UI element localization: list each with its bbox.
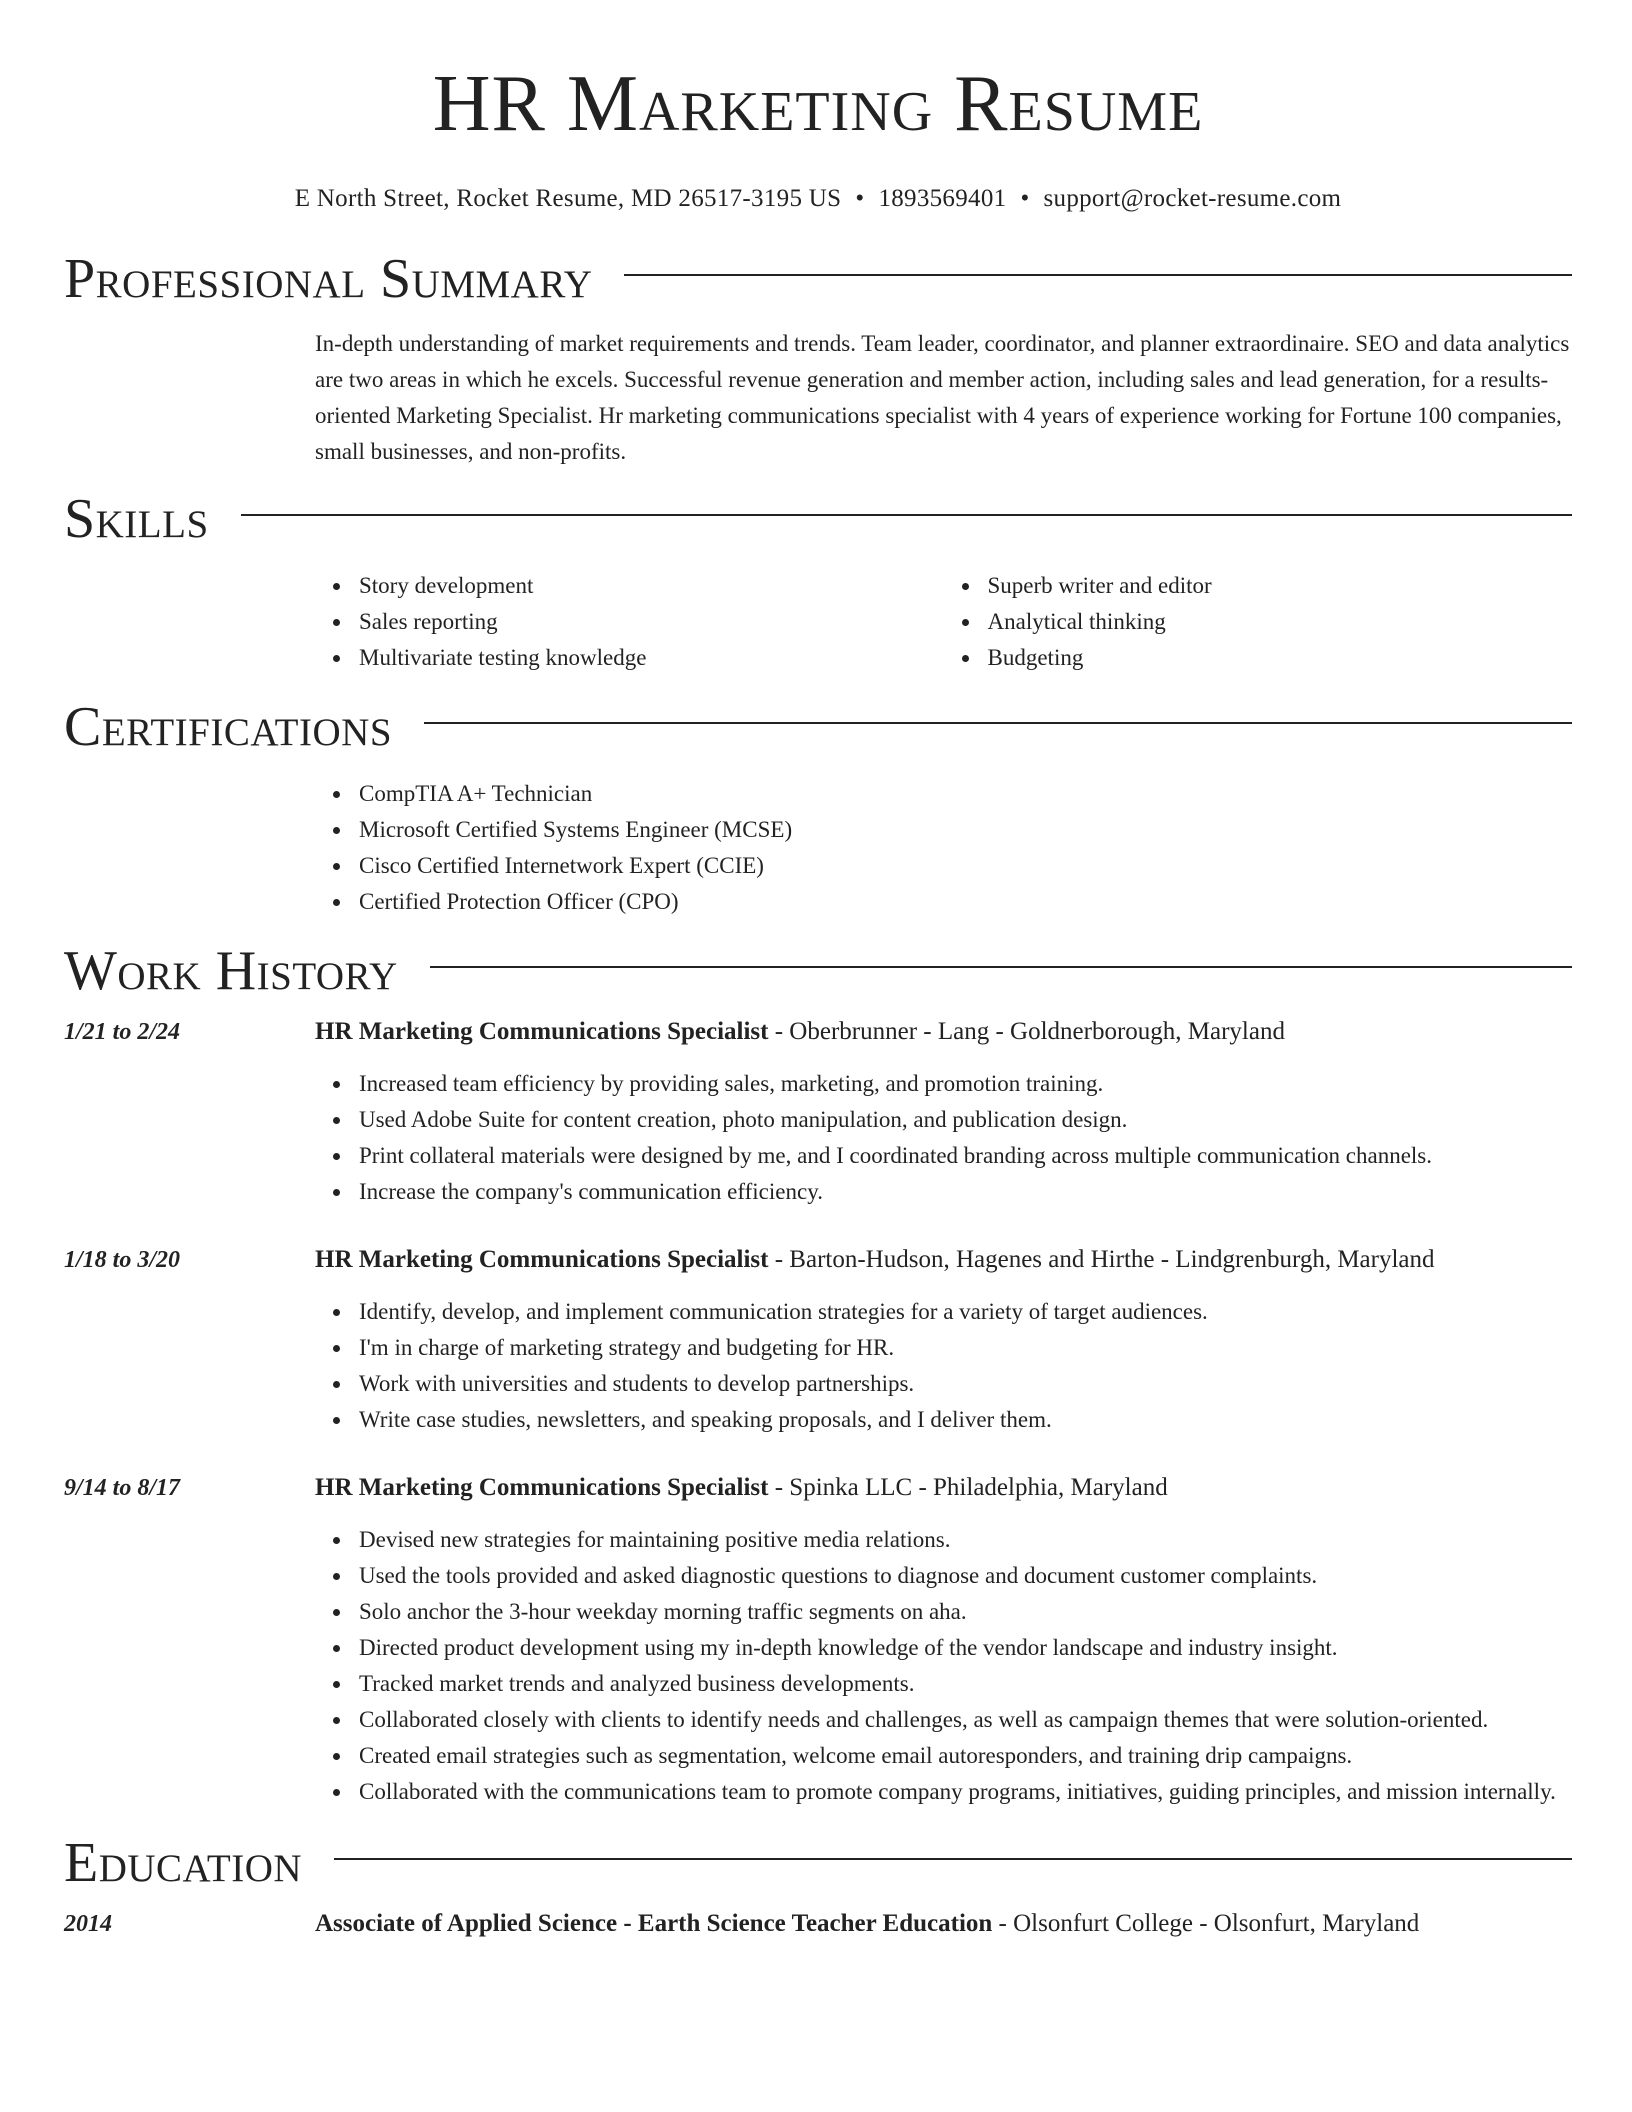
job-title-line (315, 1014, 1572, 1050)
section-header (64, 938, 1572, 1004)
skills-grid (315, 568, 1572, 676)
education-year: 2014 (64, 1911, 112, 1937)
section-title-work-history: Work History (64, 940, 398, 1002)
section-title-certifications: Certifications (64, 696, 393, 758)
section-education (64, 1830, 1572, 1942)
section-divider (424, 722, 1572, 724)
section-title-education: Education (64, 1832, 303, 1894)
certification-item: Cisco Certified Internetwork Expert (CCIE) (359, 848, 1572, 884)
contact-line (64, 184, 1572, 214)
section-work-history (64, 938, 1572, 1810)
job-bullet: Created email strategies such as segmentation, welcome email autoresponders, and training drip campaigns. (359, 1738, 1572, 1774)
job-bullets (315, 1522, 1572, 1810)
section-skills (64, 486, 1572, 676)
job-title-line (315, 1242, 1572, 1278)
summary-body (315, 326, 1572, 470)
section-certifications (64, 694, 1572, 920)
section-header (64, 694, 1572, 760)
job-date: 1/21 to 2/24 (64, 1019, 181, 1045)
contact-separator: • (855, 185, 865, 212)
job-bullet: I'm in charge of marketing strategy and budgeting for HR. (359, 1330, 1572, 1366)
section-divider (624, 274, 1572, 276)
job-date: 9/14 to 8/17 (64, 1475, 181, 1501)
certification-item: CompTIA A+ Technician (359, 776, 1572, 812)
skill-item: Analytical thinking (988, 604, 1573, 640)
section-header (64, 1830, 1572, 1896)
certification-item: Certified Protection Officer (CPO) (359, 884, 1572, 920)
job-employer: - Oberbrunner - Lang - Goldnerborough, Maryland (768, 1018, 1285, 1045)
job-employer: - Barton-Hudson, Hagenes and Hirthe - Lindgrenburgh, Maryland (768, 1246, 1435, 1273)
education-line (315, 1906, 1572, 1942)
job-role: HR Marketing Communications Specialist (315, 1246, 769, 1273)
job-bullets (315, 1294, 1572, 1438)
job-bullet: Increase the company's communication efficiency. (359, 1174, 1572, 1210)
job-bullet: Write case studies, newsletters, and speaking proposals, and I deliver them. (359, 1402, 1572, 1438)
skill-item: Superb writer and editor (988, 568, 1573, 604)
section-divider (241, 514, 1572, 516)
skills-list-left (315, 568, 944, 676)
job-bullet: Increased team efficiency by providing sales, marketing, and promotion training. (359, 1066, 1572, 1102)
job-bullet: Used the tools provided and asked diagnostic questions to diagnose and document customer complaints. (359, 1558, 1572, 1594)
job-bullet: Print collateral materials were designed by me, and I coordinated branding across multiple communication channels. (359, 1138, 1572, 1174)
job-bullet: Directed product development using my in-depth knowledge of the vendor landscape and industry insight. (359, 1630, 1572, 1666)
skills-list-right (944, 568, 1573, 676)
job-bullet: Solo anchor the 3-hour weekday morning traffic segments on aha. (359, 1594, 1572, 1630)
job-role: HR Marketing Communications Specialist (315, 1474, 769, 1501)
job-entry (64, 1470, 1572, 1810)
certifications-list (315, 776, 1572, 920)
contact-separator: • (1020, 185, 1030, 212)
job-bullet: Collaborated closely with clients to identify needs and challenges, as well as campaign themes that were solution-oriented. (359, 1702, 1572, 1738)
job-entry (64, 1242, 1572, 1438)
contact-phone: 1893569401 (878, 185, 1007, 212)
job-bullet: Collaborated with the communications team to promote company programs, initiatives, guiding principles, and mission internally. (359, 1774, 1572, 1810)
section-title-summary: Professional Summary (64, 248, 593, 310)
certifications-body (315, 776, 1572, 920)
skill-item: Multivariate testing knowledge (359, 640, 944, 676)
job-role: HR Marketing Communications Specialist (315, 1018, 769, 1045)
section-header (64, 486, 1572, 552)
job-bullet: Tracked market trends and analyzed business developments. (359, 1666, 1572, 1702)
section-header (64, 246, 1572, 312)
education-school: - Olsonfurt College - Olsonfurt, Maryland (992, 1910, 1420, 1937)
job-bullet: Work with universities and students to develop partnerships. (359, 1366, 1572, 1402)
job-bullet: Devised new strategies for maintaining positive media relations. (359, 1522, 1572, 1558)
education-entry (64, 1906, 1572, 1942)
contact-address: E North Street, Rocket Resume, MD 26517-3195 US (294, 185, 842, 212)
job-title-line (315, 1470, 1572, 1506)
job-entry (64, 1014, 1572, 1210)
section-divider (334, 1858, 1572, 1860)
summary-text: In-depth understanding of market requirements and trends. Team leader, coordinator, and planner extraordinaire. SEO and data analytics are two areas in which he excels. Successful revenue generation and member action, including sales and lead generation, for a results-oriented Marketing Specialist. Hr marketing communications specialist with 4 years of experience working for Fortune 100 companies, small businesses, and non-profits. (315, 331, 1570, 464)
resume-name: HR Marketing Resume (432, 60, 1204, 148)
skill-item: Budgeting (988, 640, 1573, 676)
section-title-skills: Skills (64, 488, 209, 550)
job-bullets (315, 1066, 1572, 1210)
resume-page (64, 0, 1572, 1942)
skill-item: Sales reporting (359, 604, 944, 640)
contact-email: support@rocket-resume.com (1043, 185, 1342, 212)
section-divider (430, 966, 1572, 968)
section-summary (64, 246, 1572, 470)
job-bullet: Identify, develop, and implement communication strategies for a variety of target audiences. (359, 1294, 1572, 1330)
education-degree: Associate of Applied Science - Earth Science Teacher Education (315, 1910, 993, 1937)
job-employer: - Spinka LLC - Philadelphia, Maryland (768, 1474, 1168, 1501)
job-bullet: Used Adobe Suite for content creation, photo manipulation, and publication design. (359, 1102, 1572, 1138)
skill-item: Story development (359, 568, 944, 604)
certification-item: Microsoft Certified Systems Engineer (MCSE) (359, 812, 1572, 848)
job-date: 1/18 to 3/20 (64, 1247, 181, 1273)
